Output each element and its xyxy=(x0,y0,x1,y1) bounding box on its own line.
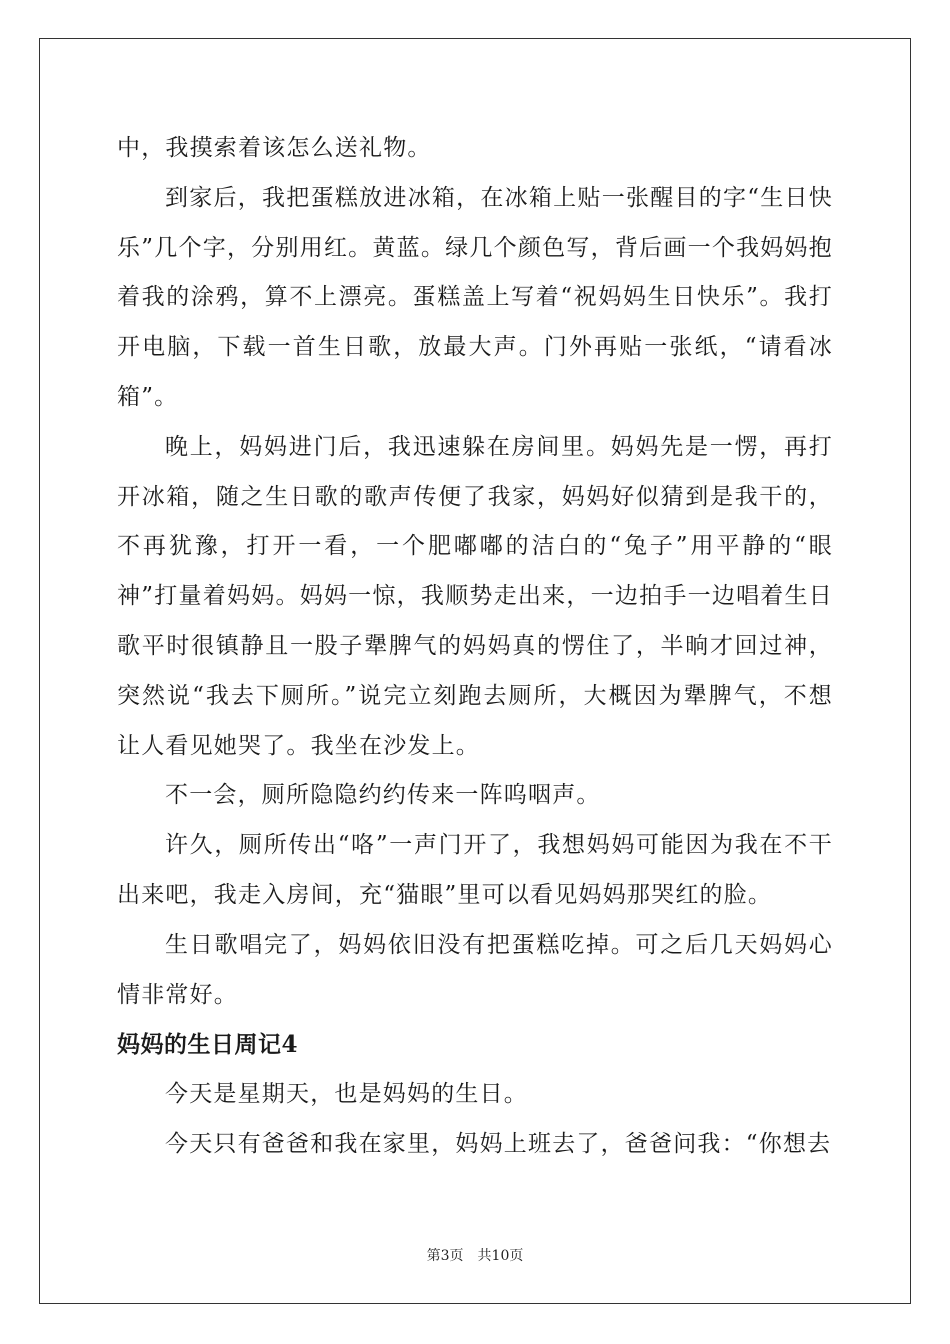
paragraph-4: 不一会，厕所隐隐约约传来一阵呜咽声。 xyxy=(165,782,601,809)
total-pages: 共10页 xyxy=(477,1248,524,1264)
paragraph-8: 今天只有爸爸和我在家里，妈妈上班去了，爸爸问我：“你想去 xyxy=(165,1130,832,1157)
paragraph-3: 晚上，妈妈进门后，我迅速躲在房间里。妈妈先是一愣，再打开冰箱，随之生日歌的歌声传便了我家，妈妈好似猜到是我干的，不再犹豫，打开一看，一个肥嘟嘟的洁白的“兔子”用平静的“眼神”打量着妈妈。妈妈一惊，我顺势走出来，一边拍手一边唱着生日歌平时很镇静且一股子犟脾气的妈妈真的愣住了，半晌才回过神，突然说“我去下厕所。”说完立刻跑去厕所，大概因为犟脾气，不想让人看见她哭了。我坐在沙发上。 xyxy=(117,433,833,759)
document-body xyxy=(117,124,833,1170)
paragraph-5: 许久，厕所传出“咯”一声门开了，我想妈妈可能因为我在不干出来吧，我走入房间，充“猫眼”里可以看见妈妈那哭红的脸。 xyxy=(117,832,833,908)
page-number: 第3页 xyxy=(426,1248,464,1264)
paragraph-6: 生日歌唱完了，妈妈依旧没有把蛋糕吃掉。可之后几天妈妈心情非常好。 xyxy=(117,931,833,1008)
section-heading: 妈妈的生日周记4 xyxy=(117,1031,299,1059)
paragraph-1: 中，我摸索着该怎么送礼物。 xyxy=(117,135,432,161)
paragraph-2: 到家后，我把蛋糕放进冰箱，在冰箱上贴一张醒目的字“生日快乐”几个字，分别用红。黄蓝。绿几个颜色写，背后画一个我妈妈抱着我的涂鸦，算不上漂亮。蛋糕盖上写着“祝妈妈生日快乐”。我打开电脑，下载一首生日歌，放最大声。门外再贴一张纸，“请看冰箱”。 xyxy=(117,184,833,410)
paragraph-7: 今天是星期天，也是妈妈的生日。 xyxy=(165,1081,528,1108)
page-footer xyxy=(0,1245,950,1265)
